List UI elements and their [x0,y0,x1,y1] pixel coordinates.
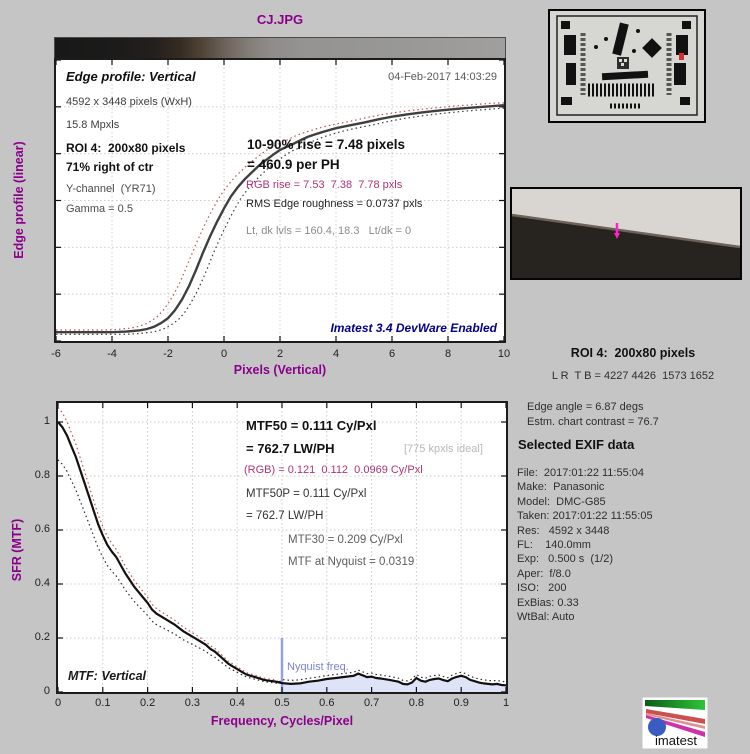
gamma-line: Gamma = 0.5 [66,203,133,215]
mtf-x-tick: 0.8 [408,697,425,709]
mtf-y-tick: 0.6 [34,523,50,535]
mtf-x-tick: 0.4 [229,697,245,709]
mtf-y-tick: 0.2 [34,631,50,643]
logo-text: imatest [655,733,697,748]
imatest-logo-image [642,697,708,749]
channel-line: Y-channel (YR71) [66,183,156,195]
edge-x-tick: -6 [51,348,61,360]
megapixels-line: 15.8 Mpxls [66,119,120,131]
nyquist-freq-label: Nyquist freq. [287,661,349,673]
sidebar-lrtb-line: L R T B = 4227 4426 1573 1652 [551,370,715,382]
timestamp: 04-Feb-2017 14:03:29 [388,71,497,83]
edge-x-tick: -2 [163,348,173,360]
exif-line: Aper: f/8.0 [517,567,571,580]
roi-marker-red [679,53,684,60]
edge-y-axis-label: Edge profile (linear) [12,141,26,259]
test-chart-image [550,11,704,121]
mtf-x-axis-label: Frequency, Cycles/Pixel [210,714,354,728]
mtf-y-axis-label: SFR (MTF) [10,518,24,582]
edge-tonal-gradient-strip [54,37,506,59]
mtf-y-tick: 1 [43,415,50,427]
mtf50-line-1: MTF50 = 0.111 Cy/Pxl [246,418,377,433]
edge-x-tick: 4 [332,348,340,360]
mtf50p-line-2: = 762.7 LW/PH [246,510,324,522]
sidebar-roi-heading: ROI 4: 200x80 pixels [570,346,696,360]
exif-line: FL: 140.0mm [517,539,591,552]
rgb-rise-line: RGB rise = 7.53 7.38 7.78 pxls [246,179,403,191]
image-size-line: 4592 x 3448 pixels (WxH) [66,96,192,108]
edge-plot-heading: Edge profile: Vertical [66,69,196,84]
mtf-x-tick: 0.7 [363,697,380,709]
rise-line-2: = 460.9 per PH [247,157,340,172]
mtf-y-tick: 0.4 [34,577,50,589]
exif-line: Model: DMC-G85 [517,495,606,508]
exif-line: Res: 4592 x 3448 [517,524,610,537]
mtf-corner-label: MTF: Vertical [68,669,147,683]
mtf-x-tick: 0 [54,697,62,709]
light-dark-levels-line: Lt, dk lvls = 160.4, 18.3 Lt/dk = 0 [246,225,412,237]
edge-roi-crop [510,187,742,280]
edge-angle-line: Edge angle = 6.87 degs [527,401,644,413]
exif-heading: Selected EXIF data [518,437,635,452]
exif-line: ISO: 200 [517,582,567,595]
test-chart-thumbnail [548,9,706,123]
mtf-at-nyquist-line: MTF at Nyquist = 0.0319 [288,556,415,568]
mtf-x-tick: 0.6 [319,697,335,709]
page-title: CJ.JPG [256,12,304,27]
roi-size-line: ROI 4: 200x80 pixels [66,141,186,155]
mtf-x-tick: 0.2 [139,697,156,709]
rise-line-1: 10-90% rise = 7.48 pixels [247,137,405,152]
mtf50-line-2: = 762.7 LW/PH [246,441,335,456]
edge-x-tick: 8 [444,348,452,360]
mtf-y-tick: 0.8 [34,469,50,481]
imatest-watermark: Imatest 3.4 DevWare Enabled [330,321,497,335]
mtf50p-line-1: MTF50P = 0.111 Cy/Pxl [246,488,367,500]
mtf-x-tick: 0.3 [184,697,201,709]
exif-data-list [517,466,653,624]
ideal-kpxls-note: [775 kpxls ideal] [404,443,483,455]
edge-x-tick: 10 [497,348,511,360]
mtf-x-tick: 0.5 [274,697,290,709]
roi-position-line: 71% right of ctr [66,160,154,174]
edge-x-tick: 0 [220,348,228,360]
imatest-logo [642,697,708,754]
edge-x-tick: 2 [276,348,284,360]
mtf-y-tick: 0 [43,685,50,697]
exif-line: WtBal: Auto [517,611,575,624]
edge-roi-image [512,189,740,278]
mtf-x-tick: 1 [502,697,510,709]
edge-x-axis-label: Pixels (Vertical) [233,363,327,377]
mtf-x-tick: 0.1 [95,697,111,709]
mtf30-line: MTF30 = 0.209 Cy/Pxl [288,534,403,546]
rms-roughness-line: RMS Edge roughness = 0.0737 pxls [246,198,423,210]
chart-contrast-line: Estm. chart contrast = 76.7 [527,416,659,428]
exif-line: Taken: 2017:01:22 11:55:05 [517,510,653,523]
exif-line: ExBias: 0.33 [517,596,579,609]
mtf-x-tick: 0.9 [453,697,469,709]
exif-line: File: 2017:01:22 11:55:04 [517,467,645,479]
edge-x-tick: 6 [388,348,396,360]
exif-line: Exp: 0.500 s (1/2) [517,553,613,566]
edge-x-tick: -4 [107,348,117,360]
mtf-rgb-line: (RGB) = 0.121 0.112 0.0969 Cy/Pxl [244,464,423,476]
exif-line: Make: Panasonic [517,481,605,494]
